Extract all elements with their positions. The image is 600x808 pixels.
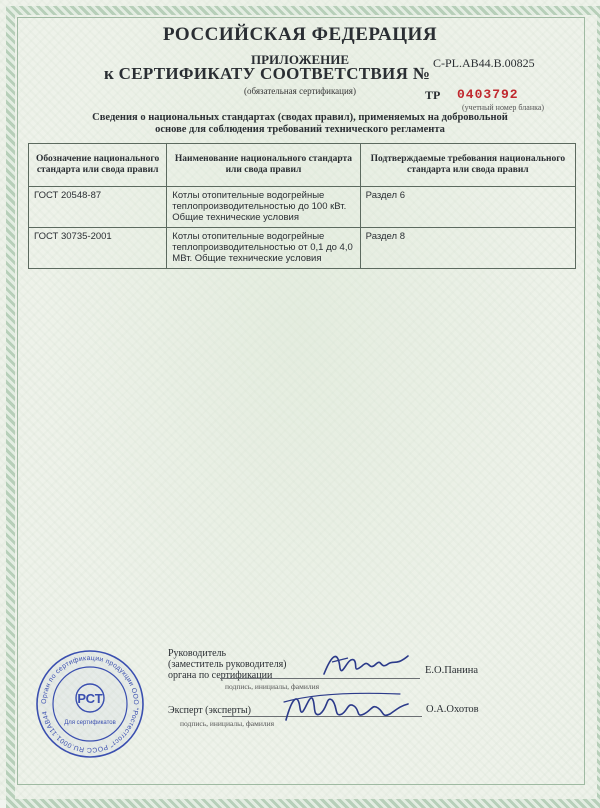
head-handwritten-signature	[318, 644, 414, 682]
head-title-line-1: Руководитель	[168, 648, 227, 659]
table-row	[29, 187, 576, 228]
expert-signature-caption: подпись, инициалы, фамилия	[180, 719, 275, 728]
intro-text	[0, 112, 600, 136]
table-row	[29, 228, 576, 269]
certificate-heading	[104, 64, 430, 84]
blank-number-caption: (учетный номер бланка)	[462, 103, 545, 112]
standards-table	[28, 143, 576, 269]
head-title-line-3: органа по сертификации	[168, 670, 273, 681]
blank-serial-number: 0403792	[457, 87, 519, 102]
official-stamp	[34, 648, 146, 760]
certificate-label: к СЕРТИФИКАТУ СООТВЕТСТВИЯ	[104, 64, 409, 83]
tp-label: ТР	[425, 88, 441, 102]
expert-name: О.А.Охотов	[426, 704, 479, 715]
certification-type: (обязательная сертификация)	[244, 86, 356, 96]
intro-line-1: Сведения о национальных стандартах (сводах правил), применяемых на добровольной	[92, 112, 508, 123]
row-section: Раздел 8	[360, 228, 575, 269]
appendix-heading: ПРИЛОЖЕНИЕ	[250, 52, 350, 67]
header-requirements: Подтверждаемые требования национального стандарта или свода правил	[360, 144, 575, 187]
head-signature-caption: подпись, инициалы, фамилия	[225, 682, 320, 691]
header-name: Наименование национального стандарта или свода правил	[167, 144, 360, 187]
number-sign: №	[412, 64, 431, 83]
header-code: Обозначение национального стандарта или свода правил	[29, 144, 167, 187]
expert-handwritten-signature	[282, 688, 412, 728]
country-title: РОССИЙСКАЯ ФЕДЕРАЦИЯ	[162, 24, 438, 45]
expert-label: Эксперт (эксперты)	[168, 705, 251, 716]
head-signatory-name: Е.О.Панина	[425, 665, 479, 676]
row-section: Раздел 6	[360, 187, 575, 228]
intro-line-2: основе для соблюдения требований технического регламента	[155, 124, 445, 135]
stamp-center-text: Для сертификатов	[64, 720, 116, 726]
table-header-row	[29, 144, 576, 187]
row-code: ГОСТ 20548-87	[29, 187, 167, 228]
row-code: ГОСТ 30735-2001	[29, 228, 167, 269]
head-title-line-2: (заместитель руководителя)	[168, 659, 287, 670]
certificate-number: C-PL.AB44.B.00825	[433, 56, 535, 70]
svg-text:РСТ: РСТ	[77, 691, 103, 706]
stamp-ring-text: Орган по сертификации продукции ООО "Ростестгост" РОСС RU.0001.11AB44	[40, 654, 140, 754]
row-name: Котлы отопительные водогрейные теплопроизводительностью до 100 кВт. Общие технические условия	[167, 187, 360, 228]
row-name: Котлы отопительные водогрейные теплопроизводительностью от 0,1 до 4,0 МВт. Общие технические условия	[167, 228, 360, 269]
head-signatory-label	[168, 648, 287, 681]
